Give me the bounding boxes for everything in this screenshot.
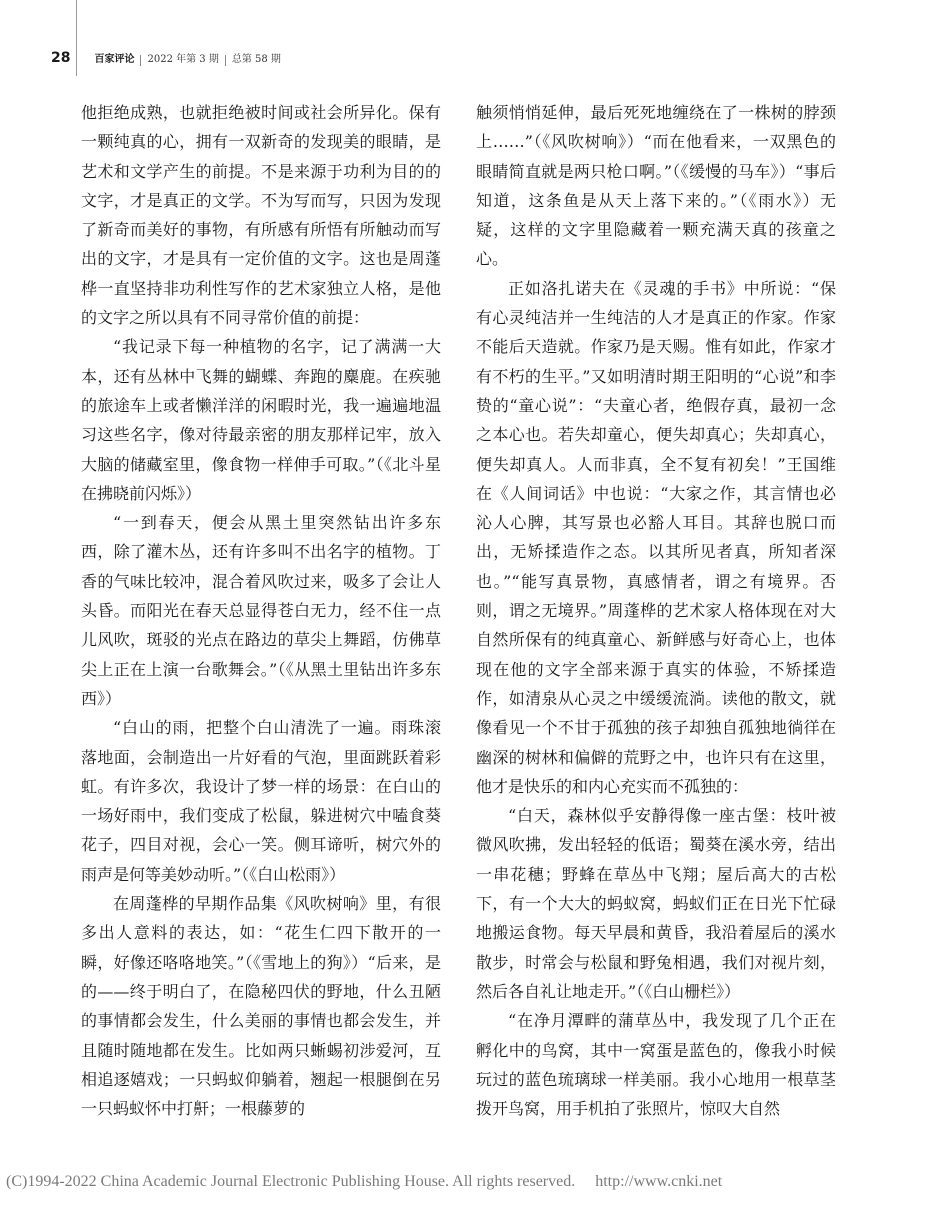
journal-name: 百家评论 — [94, 54, 135, 65]
total-issue-number: 总第 58 期 — [231, 54, 281, 65]
header-separator — [225, 55, 226, 66]
quote-paragraph: “白山的雨，把整个白山清洗了一遍。雨珠滚落地面，会制造出一片好看的气泡，里面跳跃着彩虹。有许多次，我设计了梦一样的场景：在白山的一场好雨中，我们变成了松鼠，躲进树穴中嗑食葵花子，四目对视，会心一笑。侧耳谛听，树穴外的雨声是何等美妙动听。”（《白山松雨》） — [81, 718, 441, 884]
quote-paragraph: “我记录下每一种植物的名字，记了满满一大本，还有丛林中飞舞的蝴蝶、奔跑的麋鹿。在疾驰的旅途车上或者懒洋洋的闲暇时光，我一遍遍地温习这些名字，像对待最亲密的朋友那样记牢，放入大脑的储藏室里，像食物一样伸手可取。”（《北斗星在拂晓前闪烁》） — [81, 337, 441, 503]
copyright-notice: (C)1994-2022 China Academic Journal Electronic Publishing House. All rights reserved. — [6, 1173, 576, 1190]
page-number: 28 — [51, 50, 71, 66]
quote-paragraph: “一到春天，便会从黑土里突然钻出许多东西，除了灌木丛，还有许多叫不出名字的植物。丁香的气味比较冲，混合着风吹过来，吸多了会让人头昏。而阳光在春天总显得苍白无力，经不住一点儿风吹，斑驳的光点在路边的草尖上舞蹈，仿佛草尖上正在上演一台歌舞会。”（《从黑土里钻出许多东西》） — [81, 513, 441, 708]
paragraph: 在周蓬桦的早期作品集《风吹树响》里，有很多出人意料的表达，如：“花生仁四下散开的一瞬，好像还咯咯地笑。”（《雪地上的狗》）“后来，是的——终于明白了，在隐秘四伏的野地，什么丑陋的事情都会发生，什么美丽的事情也都会发生，并且随时随地都在发生。比如两只蜥蜴初涉爱河，互相追逐嬉戏；一只蚂蚁仰躺着，翘起一根腿倒在另一只蚂蚁怀中打鼾；一根藤萝的 — [81, 894, 441, 1119]
page-header — [51, 50, 281, 70]
quote-paragraph: “在净月潭畔的蒲草丛中，我发现了几个正在孵化中的鸟窝，其中一窝蛋是蓝色的，像我小时候玩过的蓝色琉璃球一样美丽。我小心地用一根草茎拨开鸟窝，用手机拍了张照片，惊叹大自然 — [476, 1011, 836, 1119]
page-footer — [6, 1173, 722, 1191]
footer-url: http://www.cnki.net — [595, 1173, 723, 1190]
paragraph: 正如洛扎诺夫在《灵魂的手书》中所说：“保有心灵纯洁并一生纯洁的人才是真正的作家。作家不能后天造就。作家乃是天赐。惟有如此，作家才有不朽的生平。”又如明清时期王阳明的“心说”和李贽的“童心说”：“夫童心者，绝假存真，最初一念之本心也。若失却童心，便失却真心；失却真心，便失却真人。人而非真，全不复有初矣！”王国维在《人间词话》中也说：“大家之作，其言情也必沁人心脾，其写景也必豁人耳目。其辞也脱口而出，无矫揉造作之态。以其所见者真，所知者深也。”“能写真景物，真感情者，谓之有境界。否则，谓之无境界。”周蓬桦的艺术家人格体现在对大自然所保有的纯真童心、新鲜感与好奇心上，也体现在他的文字全部来源于真实的体验，不矫揉造作，如清泉从心灵之中缓缓流淌。读他的散文，就像看见一个不甘于孤独的孩子却独自孤独地徜徉在幽深的树林和偏僻的荒野之中，也许只有在这里，他才是快乐的和内心充实而不孤独的： — [476, 278, 836, 796]
issue-number: 2022 年第 3 期 — [147, 54, 219, 65]
right-column — [476, 98, 836, 1123]
paragraph: 触须悄悄延伸，最后死死地缠绕在了一株树的脖颈上……”（《风吹树响》）“而在他看来，一双黑色的眼睛简直就是两只枪口啊。”（《缓慢的马车》）“事后知道，这条鱼是从天上落下来的。”（《雨水》）无疑，这样的文字里隐藏着一颗充满天真的孩童之心。 — [476, 103, 836, 269]
header-separator — [140, 55, 141, 66]
paragraph: 他拒绝成熟，也就拒绝被时间或社会所异化。保有一颗纯真的心，拥有一双新奇的发现美的眼睛，是艺术和文学产生的前提。不是来源于功利为目的的文字，才是真正的文学。不为写而写，只因为发现了新奇而美好的事物，有所感有所悟有所触动而写出的文字，才是具有一定价值的文字。这也是周蓬桦一直坚持非功利性写作的艺术家独立人格，是他的文字之所以具有不同寻常价值的前提： — [81, 103, 441, 328]
quote-paragraph: “白天，森林似乎安静得像一座古堡：枝叶被微风吹拂，发出轻轻的低语；蜀葵在溪水旁，结出一串花穗；野蜂在草丛中飞翔；屋后高大的古松下，有一个大大的蚂蚁窝，蚂蚁们正在日光下忙碌地搬运食物。每天早晨和黄昏，我沿着屋后的溪水散步，时常会与松鼠和野兔相遇，我们对视片刻，然后各自礼让地走开。”（《白山栅栏》） — [476, 806, 836, 1001]
left-column — [81, 98, 441, 1123]
